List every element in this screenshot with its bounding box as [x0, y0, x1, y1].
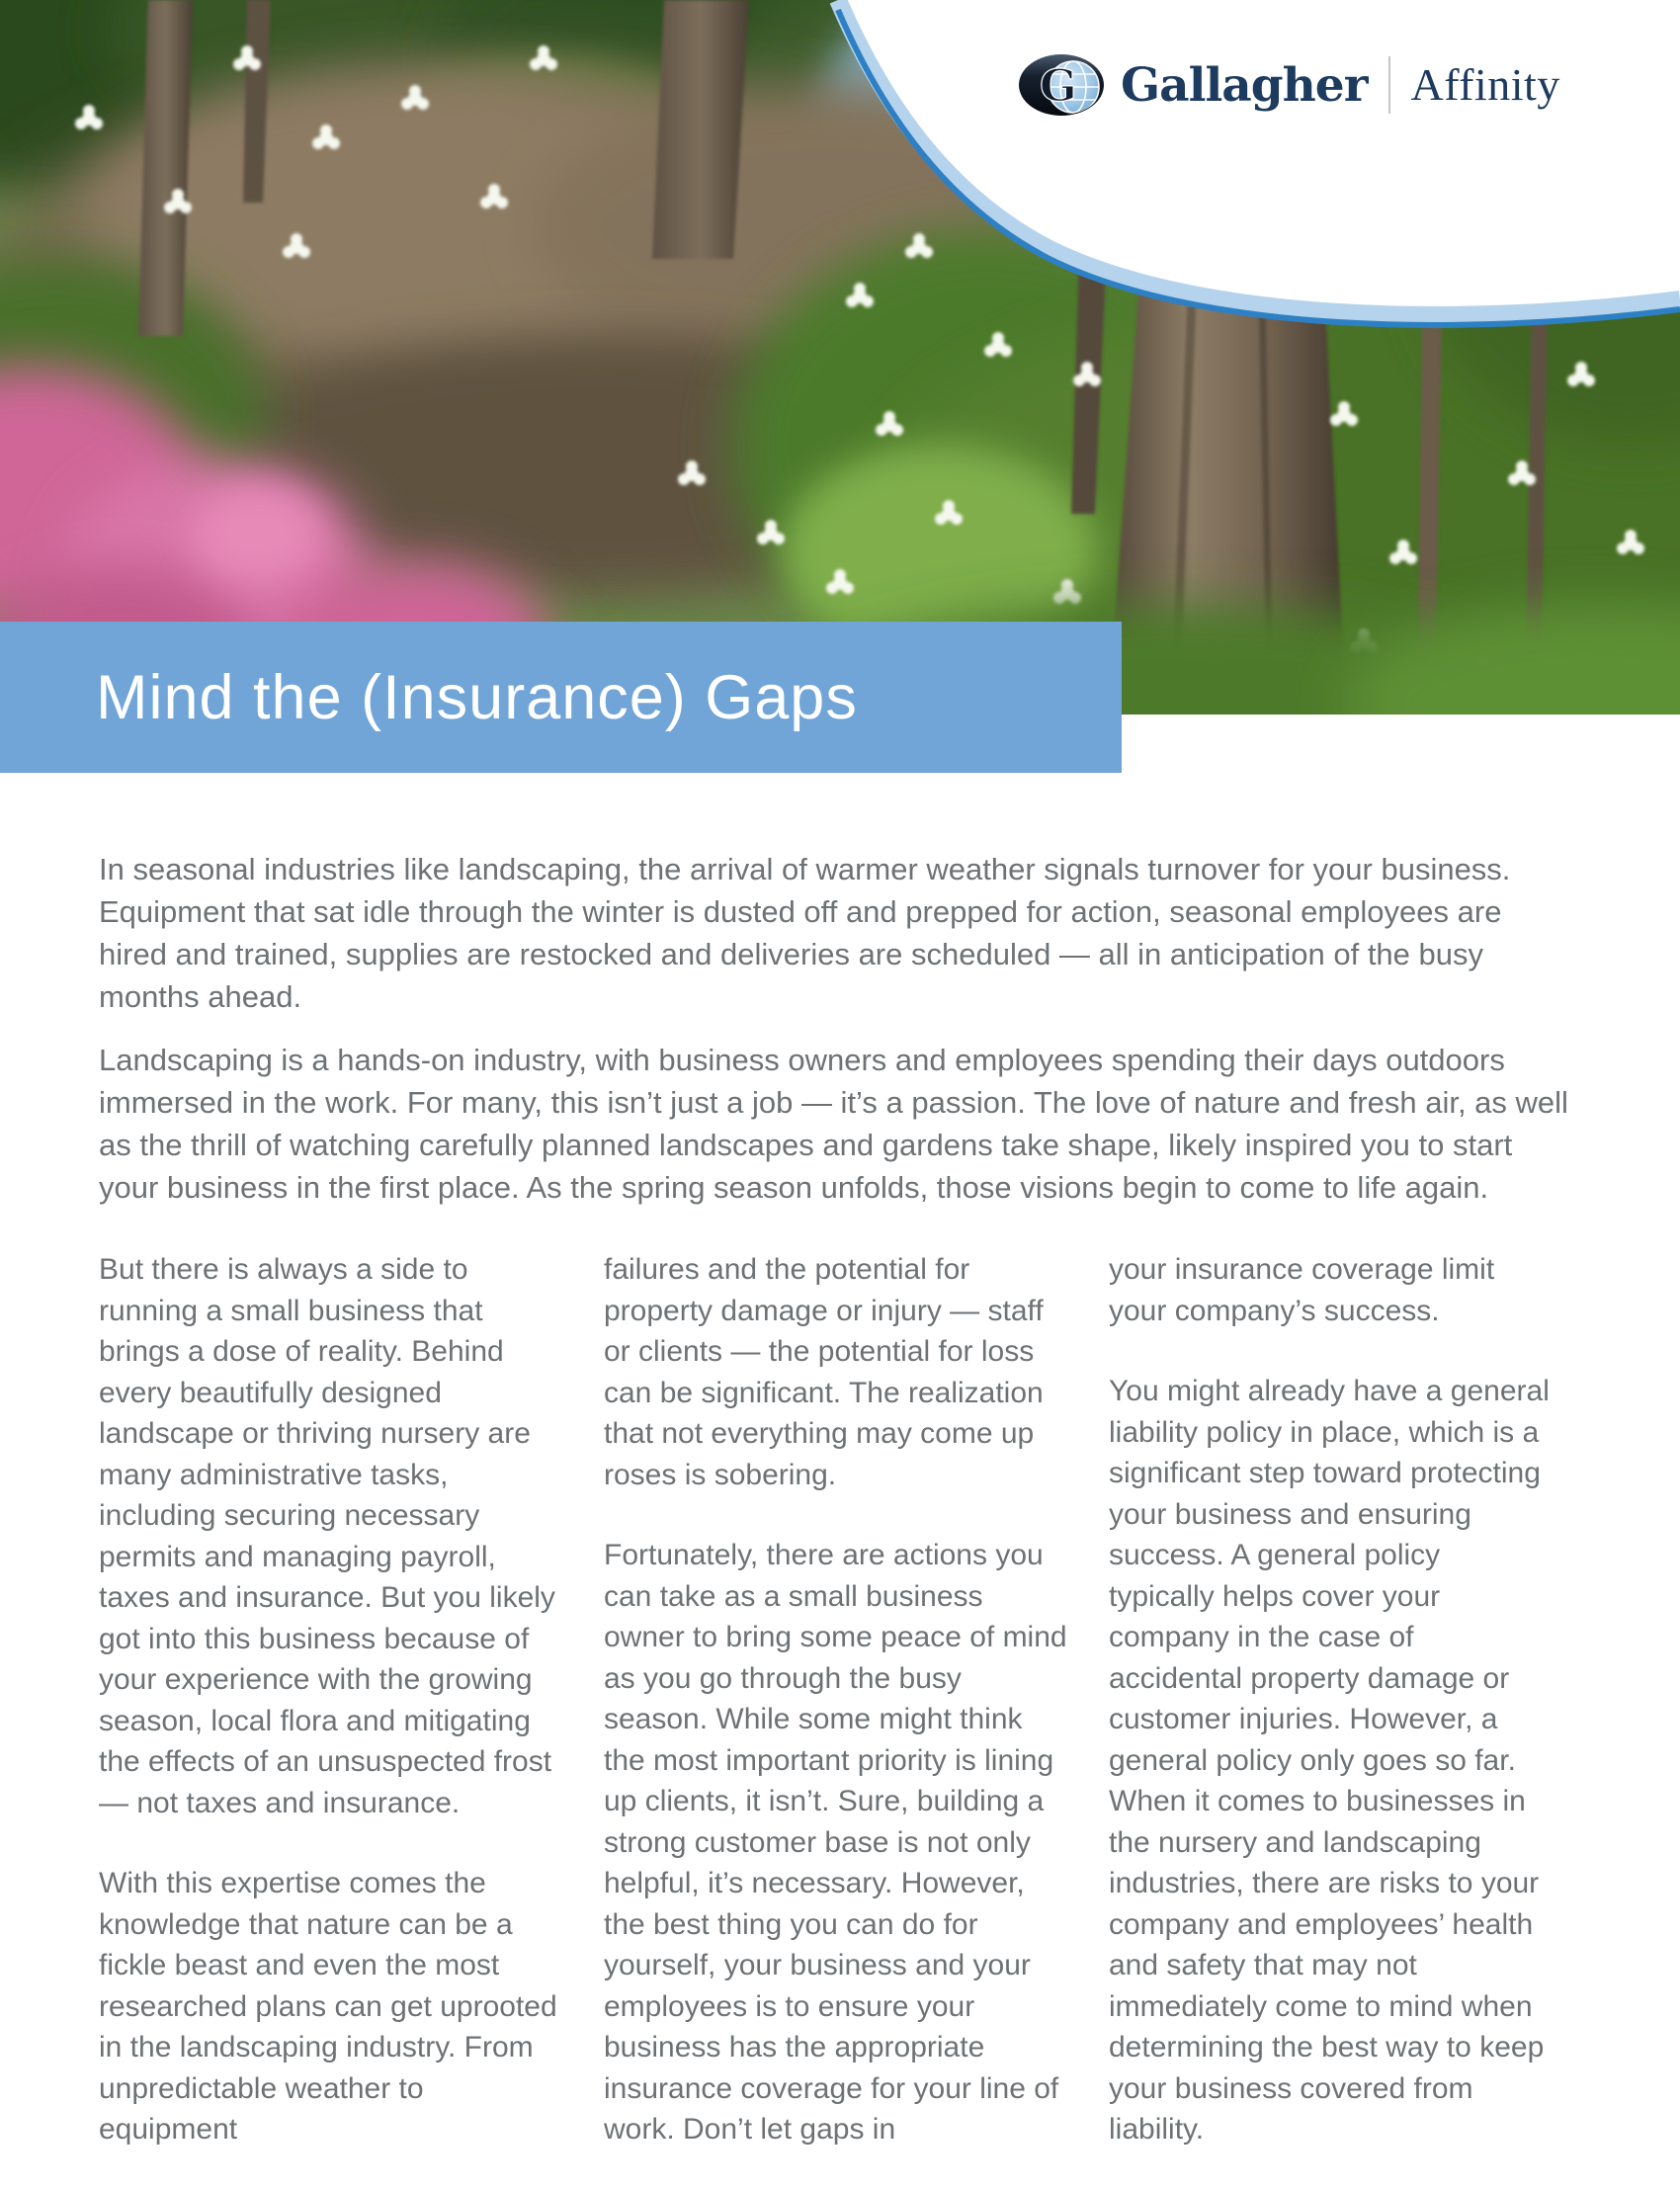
body-column-2	[604, 1249, 1068, 2190]
intro-section	[99, 848, 1576, 1209]
body-column-3	[1109, 1249, 1554, 2190]
three-column-body	[99, 1249, 1680, 2190]
body-paragraph: But there is always a side to running a small business that brings a dose of reality. Behind every beautifully designed landscape or thriving nursery are many administrative tasks, including securing necessary permits and managing payroll, taxes and insurance. But you likely got into this business because of your experience with the growing season, local flora and mitigating the effects of an unsuspected frost — not taxes and insurance.	[99, 1253, 555, 1819]
brand-wordmark: Gallagher	[1121, 57, 1368, 113]
intro-paragraph: In seasonal industries like landscaping, the arrival of warmer weather signals turnover for your business. Equipment that sat idle through the winter is dusted off and prepped for action, seasonal employees are hired and trained, supplies are restocked and deliveries are scheduled — all in anticipation of the busy months ahead.	[99, 852, 1511, 1014]
hero-photo	[0, 0, 1680, 715]
globe-g-icon	[1018, 53, 1105, 117]
brand-logo	[1018, 51, 1560, 119]
svg-text:G: G	[1040, 61, 1077, 112]
title-banner	[0, 622, 1122, 773]
body-paragraph: your insurance coverage limit your company’s success.	[1109, 1253, 1495, 1327]
body-column-1	[99, 1249, 563, 2190]
brand-divider	[1388, 56, 1390, 114]
brand-division-label: Affinity	[1410, 59, 1560, 110]
page-content	[0, 715, 1680, 2190]
intro-paragraph: Landscaping is a hands-on industry, with business owners and employees spending their days outdoors immersed in the work. For many, this isn’t just a job — it’s a passion. The love of nature and fresh air, as well as the thrill of watching carefully planned landscapes and gardens take shape, likely inspired you to start your business in the first place. As the spring season unfolds, those visions begin to come to life again.	[99, 1043, 1568, 1205]
body-paragraph: Fortunately, there are actions you can take as a small business owner to bring some peace of mind as you go through the busy season. While some might think the most important priority is lining up clients, it isn’t. Sure, building a strong customer base is not only helpful, it’s necessary. However, the best thing you can do for yourself, your business and your employees is to ensure your business has the appropriate insurance coverage for your line of work. Don’t let gaps in	[604, 1539, 1067, 2146]
curve-white-shape	[835, 0, 1680, 315]
body-paragraph: You might already have a general liability policy in place, which is a significant step toward protecting your business and ensuring success. A general policy typically helps cover your company in the case of accidental property damage or customer injuries. However, a general policy only goes so far. When it comes to businesses in the nursery and landscaping industries, there are risks to your company and employees’ health and safety that may not immediately come to mind when determining the best way to keep your business covered from liability.	[1109, 1375, 1550, 2146]
page-title: Mind the (Insurance) Gaps	[96, 662, 858, 732]
body-paragraph: With this expertise comes the knowledge that nature can be a fickle beast and even the most researched plans can get uprooted in the landscaping industry. From unpredictable weather to equipment	[99, 1867, 557, 2146]
body-paragraph: failures and the potential for property damage or injury — staff or clients — the potential for loss can be significant. The realization that not everything may come up roses is sobering.	[604, 1253, 1044, 1491]
